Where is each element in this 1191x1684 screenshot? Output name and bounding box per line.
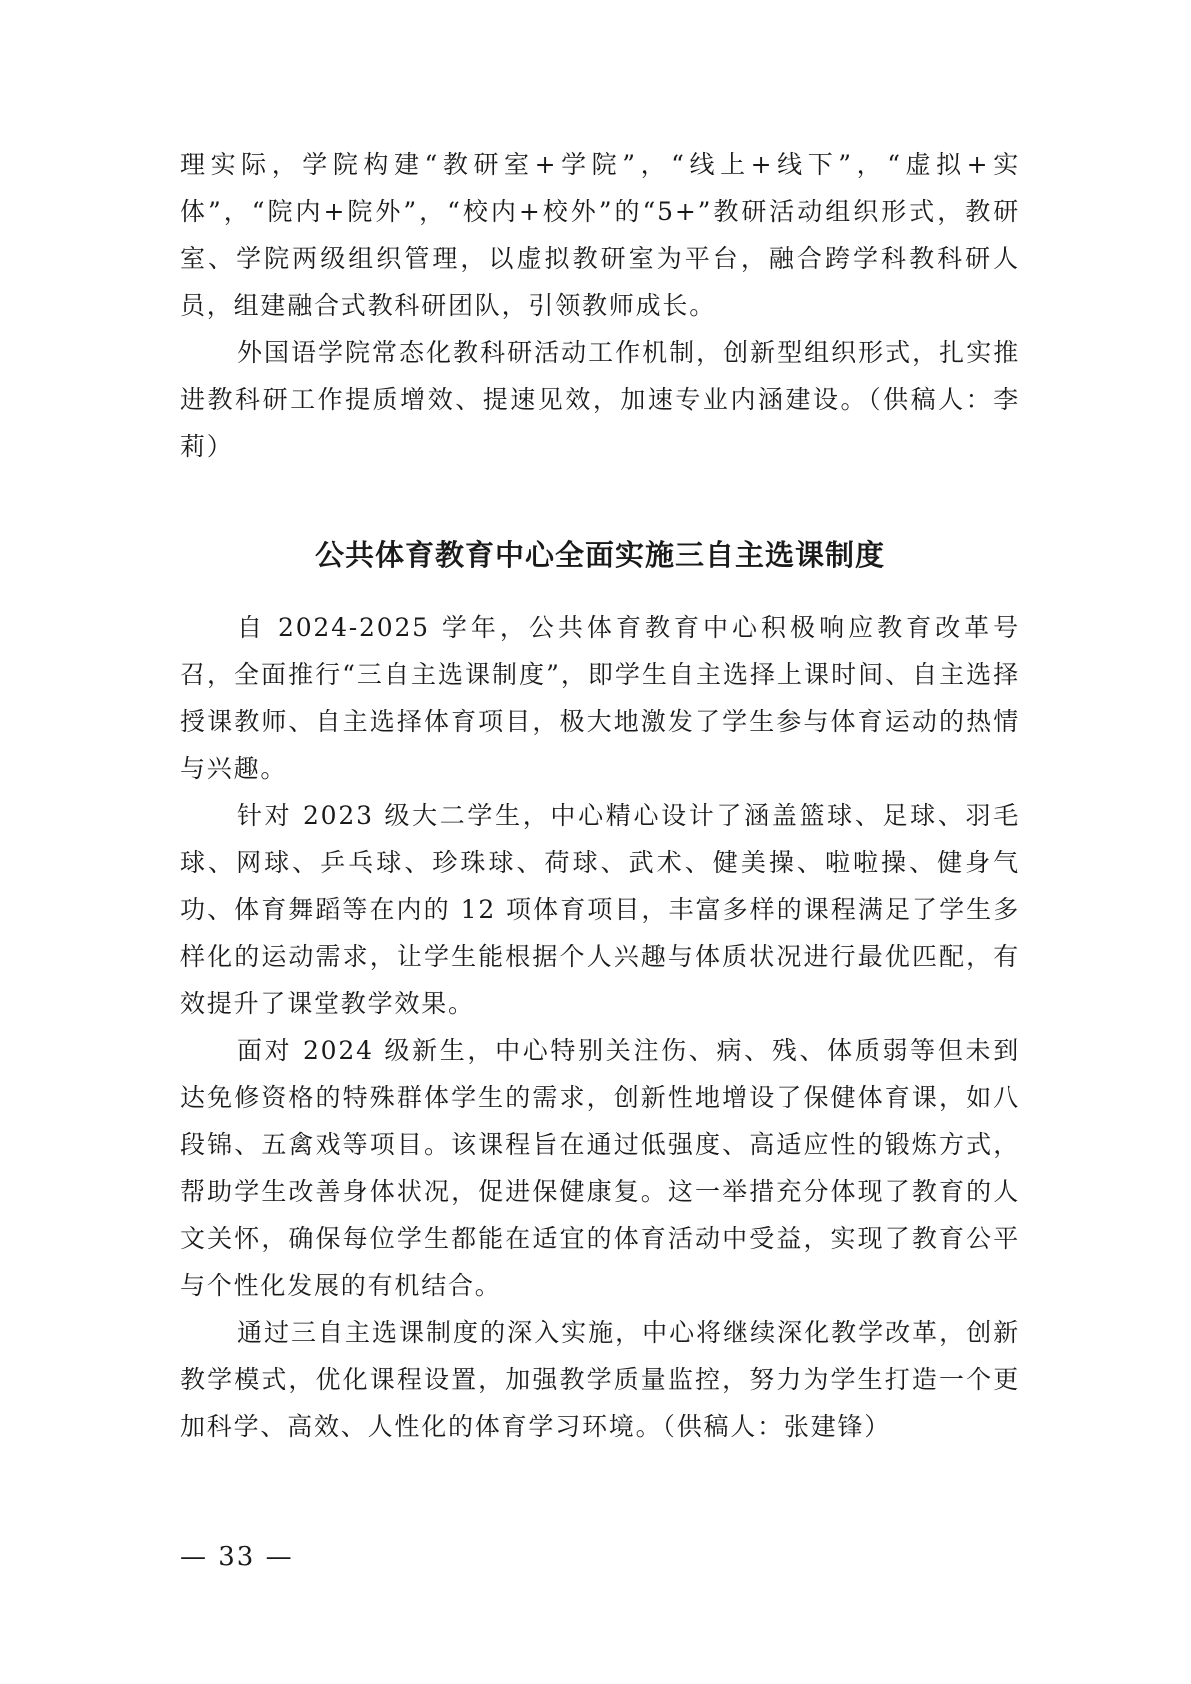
article-title: 公共体育教育中心全面实施三自主选课制度 [314, 538, 885, 572]
page-number: — 33 — [180, 1542, 294, 1572]
article-1-body [180, 141, 1020, 470]
paragraph: 理实际，学院构建“教研室+学院”，“线上+线下”，“虚拟+实体”，“院内+院外”，“校内+校外”的“5+”教研活动组织形式，教研室、学院两级组织管理，以虚拟教研室为平台，融合跨学科教科研人员，组建融合式教科研团队，引领教师成长。 [180, 150, 1020, 320]
paragraph: 外国语学院常态化教科研活动工作机制，创新型组织形式，扎实推进教科研工作提质增效、提速见效，加速专业内涵建设。（供稿人：李莉） [180, 338, 1020, 461]
paragraph: 自 2024-2025 学年，公共体育教育中心积极响应教育改革号召，全面推行“三自主选课制度”，即学生自主选择上课时间、自主选择授课教师、自主选择体育项目，极大地激发了学生参与体育运动的热情与兴趣。 [180, 613, 1020, 783]
paragraph: 针对 2023 级大二学生，中心精心设计了涵盖篮球、足球、羽毛球、网球、乒乓球、珍珠球、荷球、武术、健美操、啦啦操、健身气功、体育舞蹈等在内的 12 项体育项目，丰富多样的课程满足了学生多样化的运动需求，让学生能根据个人兴趣与体质状况进行最优匹配，有效提升了课堂教学效果。 [180, 801, 1020, 1018]
article-2-body [180, 604, 1020, 1450]
paragraph: 面对 2024 级新生，中心特别关注伤、病、残、体质弱等但未到达免修资格的特殊群体学生的需求，创新性地增设了保健体育课，如八段锦、五禽戏等项目。该课程旨在通过低强度、高适应性的锻炼方式，帮助学生改善身体状况，促进保健康复。这一举措充分体现了教育的人文关怀，确保每位学生都能在适宜的体育活动中受益，实现了教育公平与个性化发展的有机结合。 [180, 1036, 1020, 1300]
paragraph: 通过三自主选课制度的深入实施，中心将继续深化教学改革，创新教学模式，优化课程设置，加强教学质量监控，努力为学生打造一个更加科学、高效、人性化的体育学习环境。（供稿人：张建锋） [180, 1318, 1020, 1441]
